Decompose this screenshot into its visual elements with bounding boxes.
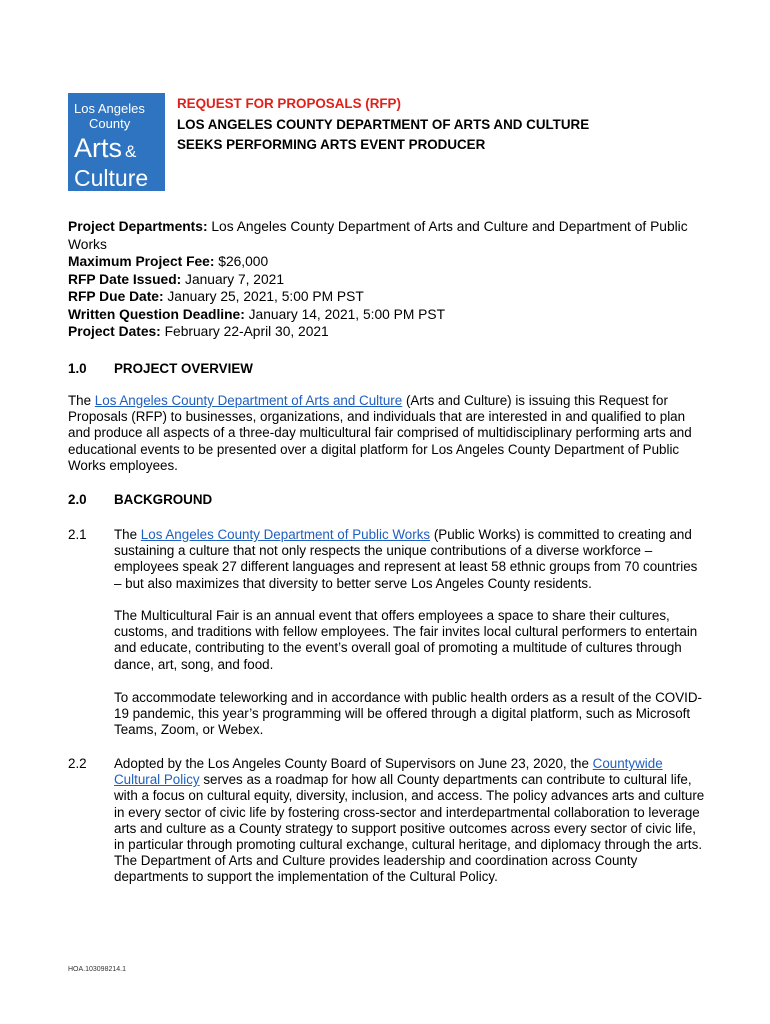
meta-departments-value: Los Angeles County Department of Arts and Culture and Department of Public Works	[68, 219, 688, 252]
section-2-2-number: 2.2	[68, 756, 87, 771]
section-2-1-text-after: (Public Works) is committed to creating and sustaining a culture that not only respects the unique contributions of a diverse workforce – employees speak 27 different languages and represent at least 58 ethnic groups from 70 countries – but also maximizes that diversity to better serve Los Angeles County residents.	[114, 527, 698, 591]
meta-fee-label: Maximum Project Fee:	[68, 254, 215, 269]
document-title-block	[177, 94, 697, 156]
section-1-paragraph	[68, 393, 708, 474]
section-1-text-after: (Arts and Culture) is issuing this Request for Proposals (RFP) to businesses, organizations, and individuals that are interested in and qualified to plan and produce all aspects of a three-day multicultural fair comprised of multidisciplinary performing arts and educational events to be presented over a digital platform for Los Angeles County Department of Public Works employees.	[68, 393, 692, 473]
section-2-1-paragraph-3: To accommodate teleworking and in accordance with public health orders as a result of the COVID-19 pandemic, this year’s programming will be offered through a digital platform, such as Microsoft Teams, Zoom, or Webex.	[114, 690, 702, 738]
meta-departments	[68, 218, 708, 253]
meta-question	[68, 306, 708, 324]
meta-dates-value: February 22-April 30, 2021	[160, 324, 329, 339]
arts-culture-link[interactable]: Los Angeles County Department of Arts and Culture	[94, 393, 403, 408]
meta-dates-label: Project Dates:	[68, 324, 161, 339]
section-2-2-paragraph	[114, 756, 708, 886]
document-id-footer: HOA.103098214.1	[68, 966, 126, 973]
project-meta	[68, 218, 708, 341]
meta-dates	[68, 323, 708, 341]
meta-due-value: January 25, 2021, 5:00 PM PST	[163, 289, 364, 304]
section-1-title: PROJECT OVERVIEW	[114, 361, 253, 376]
section-2-1-text-before: The	[114, 527, 141, 542]
meta-fee	[68, 253, 708, 271]
arts-culture-logo	[68, 93, 165, 191]
rfp-title: REQUEST FOR PROPOSALS (RFP)	[177, 96, 401, 111]
section-2-1-number: 2.1	[68, 527, 87, 542]
section-2-2-text-after: serves as a roadmap for how all County departments can contribute to cultural life, with a focus on cultural equity, diversity, inclusion, and access. The policy advances arts and culture in every sector of civic life by fostering cross-sector and interdepartmental collaboration to leverage arts and culture as a County strategy to support positive outcomes across every sector of civic life, in particular through promoting cultural exchange, cultural heritage, and diplomacy through the arts. The Department of Arts and Culture provides leadership and coordination across County departments to support the implementation of the Cultural Policy.	[114, 772, 705, 885]
public-works-link[interactable]: Los Angeles County Department of Public Works	[140, 527, 431, 542]
logo-arts-word: Arts	[74, 133, 123, 163]
meta-issued-value: January 7, 2021	[181, 271, 285, 287]
logo-line-county: County	[89, 116, 131, 131]
seeks-title: SEEKS PERFORMING ARTS EVENT PRODUCER	[177, 137, 486, 152]
meta-issued	[68, 271, 708, 289]
department-title: LOS ANGELES COUNTY DEPARTMENT OF ARTS AND CULTURE	[177, 116, 590, 132]
section-2-2-text-before: Adopted by the Los Angeles County Board of Supervisors on June 23, 2020, the	[114, 756, 593, 771]
meta-departments-label: Project Departments:	[68, 219, 208, 234]
section-2-heading	[68, 492, 212, 508]
logo-ampersand: &	[125, 142, 137, 161]
meta-question-label: Written Question Deadline:	[68, 306, 245, 322]
section-2-title: BACKGROUND	[114, 492, 213, 507]
logo-line-arts	[74, 134, 165, 166]
section-2-1-paragraph-2: The Multicultural Fair is an annual event that offers employees a space to share their cultures, customs, and traditions with fellow employees. The fair invites local cultural performers to entertain and educate, contributing to the event’s overall goal of promoting a multitude of cultures through dance, art, song, and food.	[114, 608, 698, 672]
section-2-number: 2.0	[68, 492, 87, 507]
meta-fee-value: $26,000	[214, 254, 269, 269]
meta-issued-label: RFP Date Issued:	[68, 271, 182, 287]
section-1-heading	[68, 361, 253, 377]
meta-due	[68, 288, 708, 306]
section-1-text-before: The	[68, 393, 95, 408]
section-2-1-paragraph-1	[114, 527, 708, 592]
meta-due-label: RFP Due Date:	[68, 289, 164, 304]
cultural-policy-link[interactable]: Countywide Cultural Policy	[114, 756, 663, 788]
logo-line-los-angeles: Los Angeles	[74, 101, 145, 116]
meta-question-value: January 14, 2021, 5:00 PM PST	[244, 306, 445, 322]
section-1-number: 1.0	[68, 361, 87, 376]
logo-line-culture: Culture	[74, 165, 149, 191]
